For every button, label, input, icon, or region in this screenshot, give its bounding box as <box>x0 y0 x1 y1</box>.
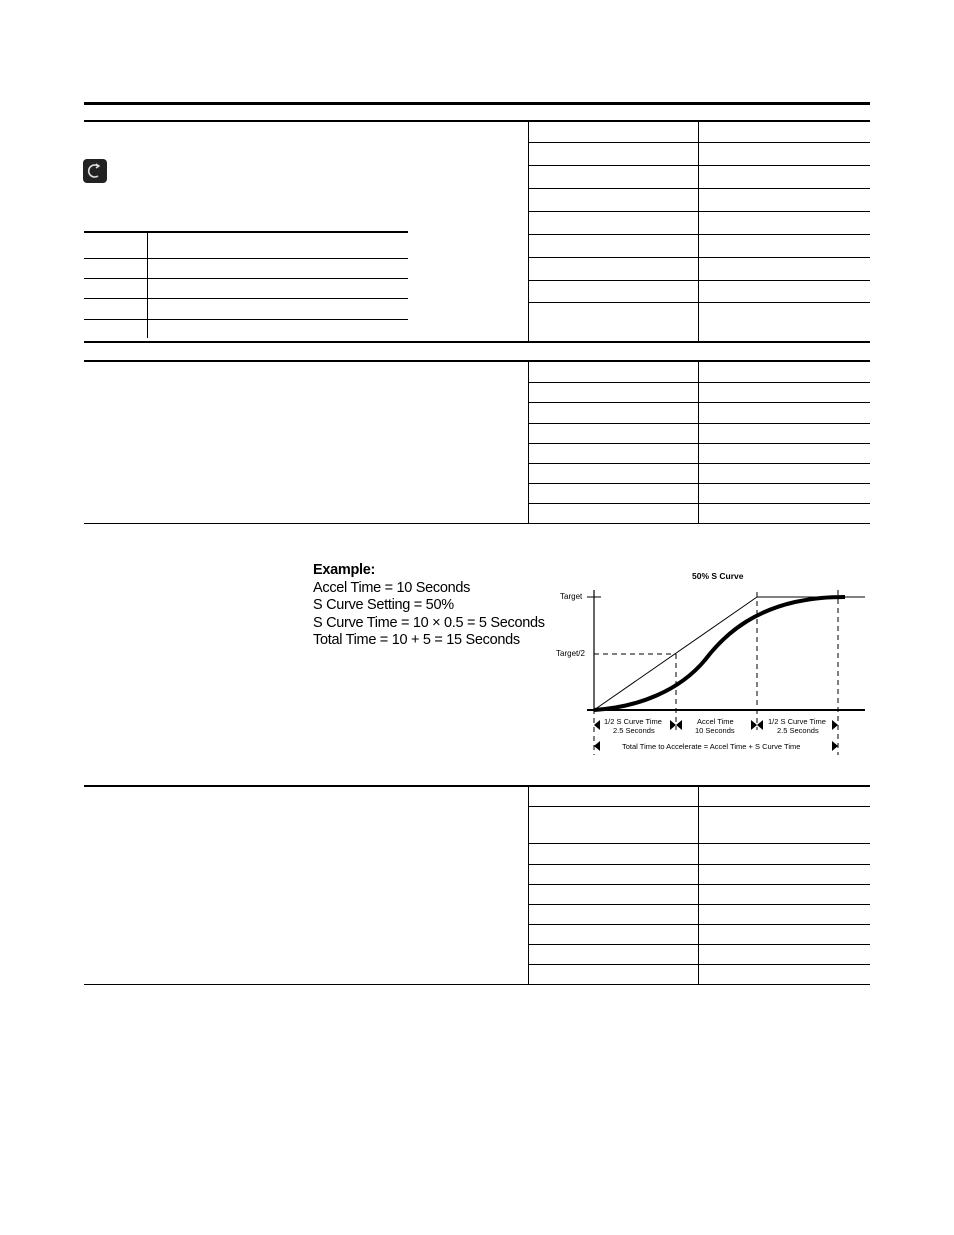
section2-top-rule <box>84 341 870 343</box>
segment3-time: 2.5 Seconds <box>777 726 819 735</box>
segment3-label: 1/2 S Curve Time <box>768 717 826 726</box>
section2-bottom-rule <box>84 523 870 524</box>
example-line: S Curve Time = 10 × 0.5 = 5 Seconds <box>313 614 545 631</box>
target-label: Target <box>560 592 583 601</box>
total-time-label: Total Time to Accelerate = Accel Time + S Curve Time <box>622 742 801 751</box>
example-line: Total Time = 10 + 5 = 15 Seconds <box>313 632 520 648</box>
page-header-rule <box>84 102 870 105</box>
section3-bottom-rule <box>84 984 870 985</box>
section3-top-rule <box>84 785 870 787</box>
example-text <box>313 562 545 650</box>
segment1-label: 1/2 S Curve Time <box>604 717 662 726</box>
target-half-label: Target/2 <box>556 649 585 658</box>
section2-header-rule <box>84 360 870 362</box>
section1-top-rule <box>84 120 870 122</box>
example-heading: Example: <box>313 562 376 578</box>
segment2-label: Accel Time <box>697 717 734 726</box>
segment1-time: 2.5 Seconds <box>613 726 655 735</box>
example-line: S Curve Setting = 50% <box>313 597 454 613</box>
refresh-icon <box>83 159 107 183</box>
s-curve-figure <box>545 565 875 760</box>
segment2-time: 10 Seconds <box>695 726 735 735</box>
example-line: Accel Time = 10 Seconds <box>313 579 471 596</box>
figure-title: 50% S Curve <box>692 571 744 581</box>
